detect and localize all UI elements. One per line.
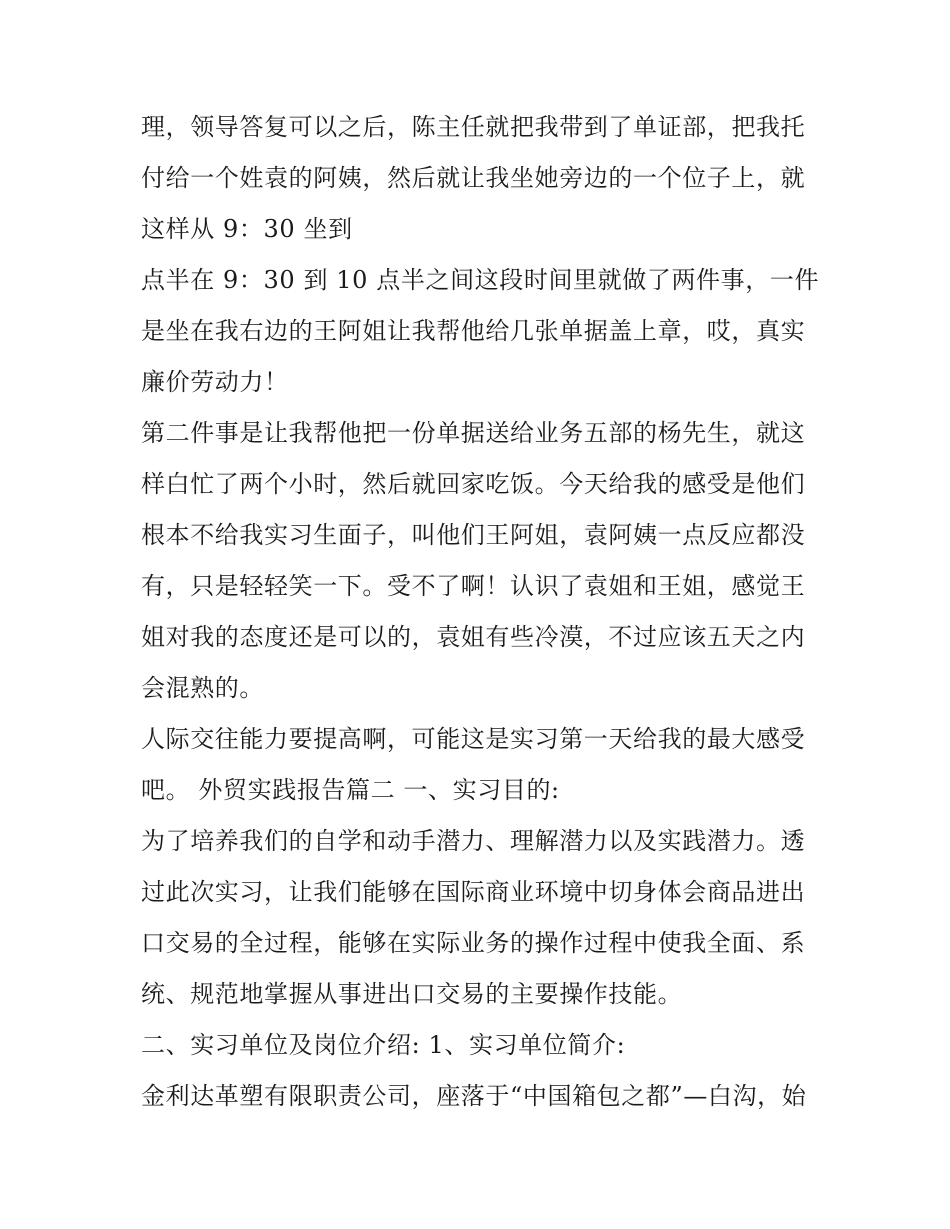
text-line: 这样从 9：30 坐到 [141,215,353,243]
text-line: 金利达革塑有限职责公司，座落于“中国箱包之都”—白沟，始 [141,1082,807,1110]
text-line: 口交易的全过程，能够在实际业务的操作过程中使我全面、系 [141,929,806,957]
text-line: 付给一个姓袁的阿姨，然后就让我坐她旁边的一个位子上，就 [141,164,806,192]
text-line: 理，领导答复可以之后，陈主任就把我带到了单证部，把我托 [141,113,806,141]
text-line: 吧。 外贸实践报告篇二 一、实习目的: [141,776,560,804]
document-page [141,102,820,1122]
text-line: 人际交往能力要提高啊，可能这是实习第一天给我的最大感受 [141,725,806,753]
text-line: 样白忙了两个小时，然后就回家吃饭。今天给我的感受是他们 [141,470,806,498]
text-line: 是坐在我右边的王阿姐让我帮他给几张单据盖上章，哎，真实 [141,317,806,345]
text-line: 第二件事是让我帮他把一份单据送给业务五部的杨先生，就这 [141,419,806,447]
text-line: 根本不给我实习生面子，叫他们王阿姐，袁阿姨一点反应都没 [141,521,806,549]
text-line: 统、规范地掌握从事进出口交易的主要操作技能。 [141,980,683,1008]
text-line: 有，只是轻轻笑一下。受不了啊！认识了袁姐和王姐，感觉王 [141,572,806,600]
text-line: 点半在 9：30 到 10 点半之间这段时间里就做了两件事，一件 [141,266,820,294]
text-line: 过此次实习，让我们能够在国际商业环境中切身体会商品进出 [141,878,806,906]
text-line: 会混熟的。 [141,674,264,702]
text-line: 姐对我的态度还是可以的，袁姐有些冷漠，不过应该五天之内 [141,623,806,651]
text-line: 廉价劳动力！ [141,368,289,396]
text-line: 二、实习单位及岗位介绍: 1、实习单位简介: [141,1031,626,1059]
text-line: 为了培养我们的自学和动手潜力、理解潜力以及实践潜力。透 [141,827,806,855]
